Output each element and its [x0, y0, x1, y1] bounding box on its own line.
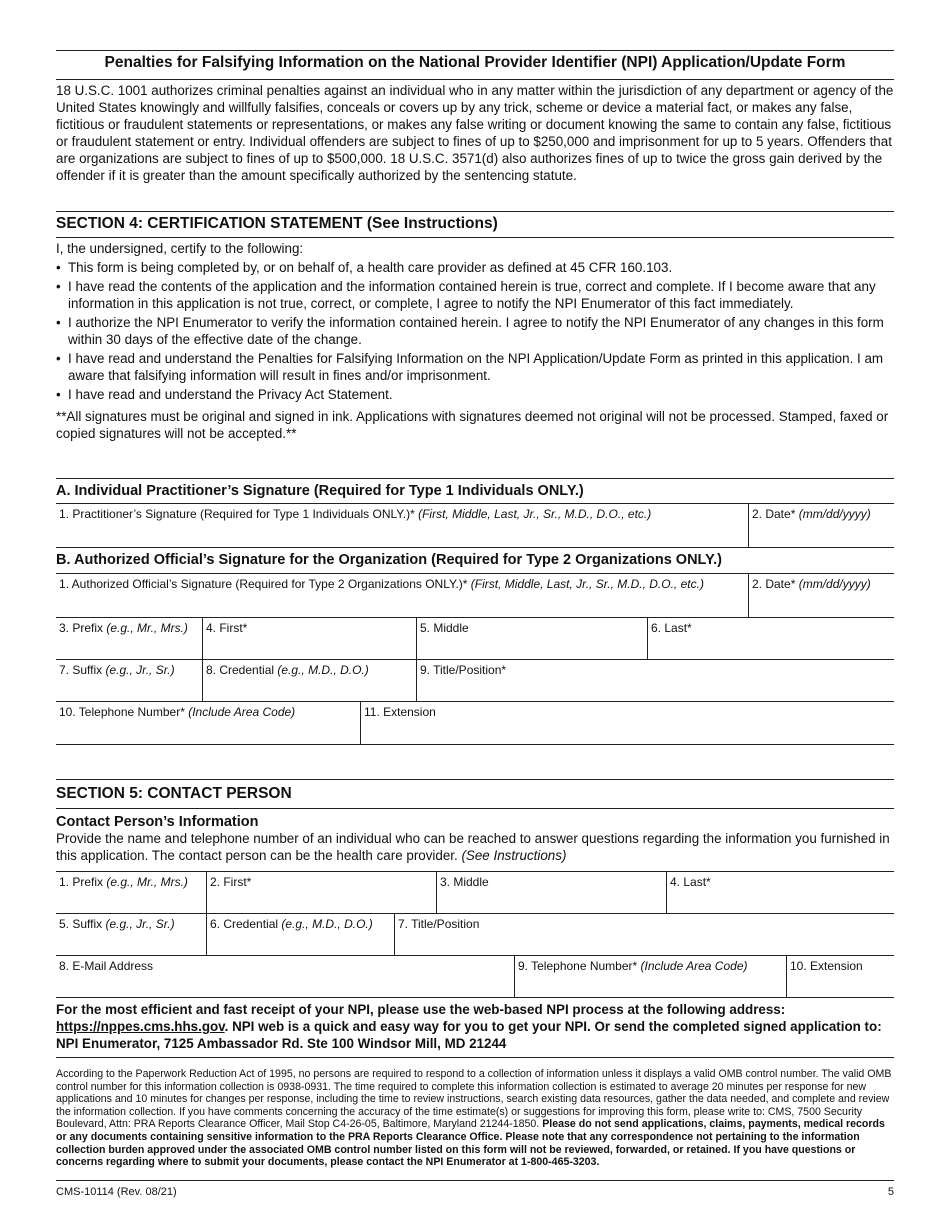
partB-middle-field[interactable]: 5. Middle: [416, 618, 647, 660]
partB-suffix-row: [56, 659, 894, 702]
cert-bullet: • I have read and understand the Penalties for Falsifying Information on the NPI Application/Update Form as printed in this application. I am aware that falsifying information will result in fines and/or imprisonment.: [56, 351, 884, 383]
signature-note: **All signatures must be original and signed in ink. Applications with signatures deemed not original will not be processed. Stamped, faxed or copied signatures will not be accepted.**: [56, 409, 889, 441]
cert-bullet: • I have read the contents of the application and the information contained herein is true, correct and complete. If I become aware that any information in this application is not true, correct, or complete, I agree to notify the NPI Enumerator of this fact immediately.: [56, 279, 876, 311]
page-footer: [56, 1180, 894, 1198]
partB-extension-field[interactable]: 11. Extension: [360, 702, 894, 744]
partA-date-field[interactable]: 2. Date* (mm/dd/yyyy): [748, 504, 894, 548]
contact-suffix-row: [56, 913, 894, 956]
partB-title: B. Authorized Official’s Signature for the Organization (Required for Type 2 Organizations ONLY.): [56, 547, 894, 568]
partB-title-field[interactable]: 9. Title/Position*: [416, 660, 894, 702]
page-number: 5: [887, 1186, 894, 1198]
contact-email-field[interactable]: 8. E-Mail Address: [59, 959, 154, 973]
official-signature-field[interactable]: 1. Authorized Official’s Signature (Required for Type 2 Organizations ONLY.)* (First, Middle, Last, Jr., Sr., M.D., D.O., etc.): [59, 577, 704, 591]
partB-signature-row: [56, 573, 894, 618]
contact-credential-field[interactable]: 6. Credential (e.g., M.D., D.O.): [206, 914, 394, 956]
contact-info-block: [56, 808, 894, 864]
section4-title: SECTION 4: CERTIFICATION STATEMENT (See Instructions): [56, 211, 894, 233]
partB-prefix-field[interactable]: 3. Prefix (e.g., Mr., Mrs.): [59, 621, 188, 635]
contact-name-row: [56, 871, 894, 914]
partB-first-field[interactable]: 4. First*: [202, 618, 416, 660]
partB-credential-field[interactable]: 8. Credential (e.g., M.D., D.O.): [202, 660, 416, 702]
partA-signature-row: [56, 503, 894, 548]
partB-name-row: [56, 617, 894, 660]
contact-prefix-field[interactable]: 1. Prefix (e.g., Mr., Mrs.): [59, 875, 188, 889]
nppes-link[interactable]: https://nppes.cms.hhs.gov: [56, 1019, 225, 1034]
cert-bullet: • I have read and understand the Privacy Act Statement.: [56, 387, 393, 402]
form-id: CMS-10114 (Rev. 08/21): [56, 1186, 177, 1198]
contact-extension-field[interactable]: 10. Extension: [786, 956, 894, 998]
contact-subtitle: Contact Person’s Information: [56, 814, 259, 830]
omb-bold-notice: Please do not send applications, claims, payments, medical records or any documents containing sensitive information to the PRA Reports Clearance Office. Please note that any correspondence not pertaining to the information collection burden approved under the associated OMB control number listed on this form will not be reviewed, forwarded, or retained. If you have questions or concerns regarding where to submit your documents, please contact the NPI Enumerator at 1-800-465-3203.: [56, 1118, 885, 1169]
penalties-body: 18 U.S.C. 1001 authorizes criminal penalties against an individual who in any matter within the jurisdiction of any department or agency of the United States knowingly and willfully falsifies, conceals or covers up by any trick, scheme or device a material fact, or makes any false, fictitious or fraudulent statements or representations, or makes any false writing or document knowing the same to contain any false, fictitious or fraudulent statement or entry. Individual offenders are subject to fines of up to $250,000 and imprisonment for up to 5 years. Offenders that are organizations are subject to fines of up to $500,000. 18 U.S.C. 3571(d) also authorizes fines of up to twice the gross gain derived by the offender if it is greater than the amount specifically authorized by the sentencing statute.: [56, 79, 894, 184]
contact-last-field[interactable]: 4. Last*: [666, 872, 894, 914]
cert-intro: I, the undersigned, certify to the following:: [56, 241, 304, 256]
partB-date-field[interactable]: 2. Date* (mm/dd/yyyy): [748, 574, 894, 618]
cert-bullet: • This form is being completed by, or on behalf of, a health care provider as defined at 45 CFR 160.103.: [56, 260, 673, 275]
partB-suffix-field[interactable]: 7. Suffix (e.g., Jr., Sr.): [59, 663, 175, 677]
contact-first-field[interactable]: 2. First*: [206, 872, 436, 914]
omb-statement: According to the Paperwork Reduction Act of 1995, no persons are required to respond to a collection of information unless it displays a valid OMB control number. The valid OMB control number for this information collection is 0938-0931. The time required to complete this information collection is estimated to average 20 minutes per response for new applications and 10 minutes for changes per response, including the time to review instructions, search existing data resources, gather the data needed, and complete and review the information collection. If you have comments concerning the accuracy of the time estimate(s) or suggestions for improving this form, please write to: CMS, 7500 Security Boulevard, Attn: PRA Reports Clearance Officer, Mail Stop C4-26-05, Baltimore, Maryland 21244-1850. Please do not send applications, claims, payments, medical records or any documents containing sensitive information to the PRA Reports Clearance Office. Please note that any correspondence not pertaining to the information collection burden approved under the associated OMB control number listed on this form will not be reviewed, forwarded, or retained. If you have questions or concerns regarding where to submit your documents, please contact the NPI Enumerator at 1-800-465-3203.: [56, 1057, 894, 1169]
partB-last-field[interactable]: 6. Last*: [647, 618, 894, 660]
partB-phone-row: [56, 701, 894, 745]
cert-bullet: • I authorize the NPI Enumerator to verify the information contained herein. I agree to notify the NPI Enumerator of any changes in this form within 30 days of the effective date of the change.: [56, 315, 884, 347]
certification-statement: [56, 237, 894, 442]
practitioner-signature-field[interactable]: 1. Practitioner’s Signature (Required for Type 1 Individuals ONLY.)* (First, Middle, Last, Jr., Sr., M.D., D.O., etc.): [59, 507, 652, 521]
contact-suffix-field[interactable]: 5. Suffix (e.g., Jr., Sr.): [59, 917, 175, 931]
web-note: For the most efficient and fast receipt of your NPI, please use the web-based NPI process at the following address: https://nppes.cms.hhs.gov. NPI web is a quick and easy way for you to get your NPI. Or send the completed signed application to: NPI Enumerator, 7125 Ambassador Rd. Ste 100 Windsor Mill, MD 21244: [56, 997, 894, 1052]
contact-middle-field[interactable]: 3. Middle: [436, 872, 666, 914]
contact-email-row: [56, 955, 894, 998]
contact-phone-field[interactable]: 9. Telephone Number* (Include Area Code): [514, 956, 786, 998]
penalties-title: Penalties for Falsifying Information on the National Provider Identifier (NPI) Application/Update Form: [104, 54, 846, 71]
partB-phone-field[interactable]: 10. Telephone Number* (Include Area Code): [59, 705, 296, 719]
partA-title: A. Individual Practitioner’s Signature (Required for Type 1 Individuals ONLY.): [56, 478, 894, 499]
contact-title-field[interactable]: 7. Title/Position: [394, 914, 894, 956]
contact-description: Provide the name and telephone number of an individual who can be reached to answer questions regarding the information you furnished in this application. The contact person can be the health care provider. (See Instructions): [56, 831, 890, 863]
section5-title: SECTION 5: CONTACT PERSON: [56, 779, 894, 803]
